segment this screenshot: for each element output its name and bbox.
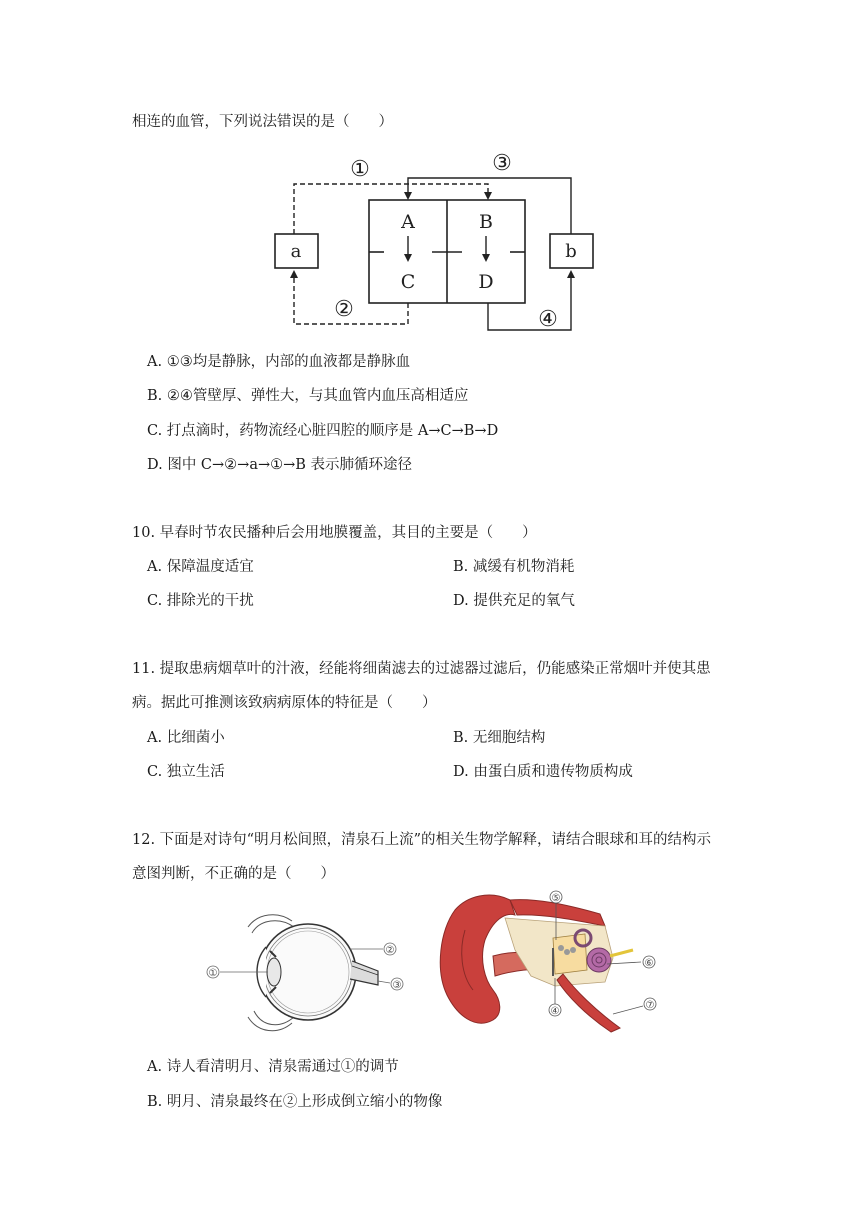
q10-option-b: B. 减缓有机物消耗 bbox=[453, 559, 575, 575]
q9-stem: 相连的血管，下列说法错误的是（ ） bbox=[132, 114, 393, 130]
q11-stem-line1: 11. 提取患病烟草叶的汁液，经能将细菌滤去的过滤器过滤后，仍能感染正常烟叶并使其患 bbox=[132, 661, 711, 677]
q9-option-b: B. ②④管壁厚、弹性大，与其血管内血压高相适应 bbox=[147, 388, 469, 404]
q10-option-c: C. 排除光的干扰 bbox=[147, 593, 254, 609]
chamber-d-label: D bbox=[478, 271, 494, 293]
eye-label-2: ② bbox=[385, 945, 395, 956]
q11-stem-line2: 病。据此可推测该致病病原体的特征是（ ） bbox=[132, 695, 437, 711]
q11-option-d: D. 由蛋白质和遗传物质构成 bbox=[453, 764, 633, 780]
box-a-label: a bbox=[290, 241, 302, 262]
q12-option-b: B. 明月、清泉最终在②上形成倒立缩小的物像 bbox=[147, 1094, 443, 1110]
ear-diagram bbox=[435, 890, 665, 1040]
eye-diagram bbox=[200, 905, 415, 1040]
ear-label-4: ④ bbox=[550, 1006, 560, 1017]
eye-label-1: ① bbox=[208, 968, 218, 979]
ear-label-6: ⑥ bbox=[644, 958, 654, 969]
q12-stem-line1: 12. 下面是对诗句“明月松间照，清泉石上流”的相关生物学解释，请结合眼球和耳的结构示 bbox=[132, 832, 711, 848]
q12-option-a: A. 诗人看清明月、清泉需通过①的调节 bbox=[147, 1059, 399, 1075]
vessel-4-label: ④ bbox=[538, 307, 558, 332]
chamber-a-label: A bbox=[401, 211, 415, 233]
q10-option-d: D. 提供充足的氧气 bbox=[453, 593, 575, 609]
chamber-c-label: C bbox=[400, 271, 416, 293]
q11-option-c: C. 独立生活 bbox=[147, 764, 225, 780]
vessel-1-label: ① bbox=[350, 157, 370, 182]
q9-option-c: C. 打点滴时，药物流经心脏四腔的顺序是 A→C→B→D bbox=[147, 423, 499, 439]
vessel-2-label: ② bbox=[334, 297, 354, 322]
box-b-label: b bbox=[565, 241, 577, 262]
heart-circulation-diagram bbox=[262, 148, 602, 338]
q10-option-a: A. 保障温度适宜 bbox=[147, 559, 254, 575]
ear-label-7: ⑦ bbox=[645, 1000, 655, 1011]
chamber-b-label: B bbox=[479, 211, 493, 233]
q10-stem: 10. 早春时节农民播种后会用地膜覆盖，其目的主要是（ ） bbox=[132, 525, 537, 541]
q12-stem-line2: 意图判断，不正确的是（ ） bbox=[132, 866, 335, 882]
q11-option-b: B. 无细胞结构 bbox=[453, 730, 546, 746]
eye-label-3: ③ bbox=[392, 980, 402, 991]
vessel-3-label: ③ bbox=[492, 151, 512, 176]
q9-option-d: D. 图中 C→②→a→①→B 表示肺循环途径 bbox=[147, 457, 413, 473]
q9-option-a: A. ①③均是静脉，内部的血液都是静脉血 bbox=[147, 354, 411, 370]
q11-option-a: A. 比细菌小 bbox=[147, 730, 225, 746]
ear-label-5: ⑤ bbox=[551, 893, 561, 904]
